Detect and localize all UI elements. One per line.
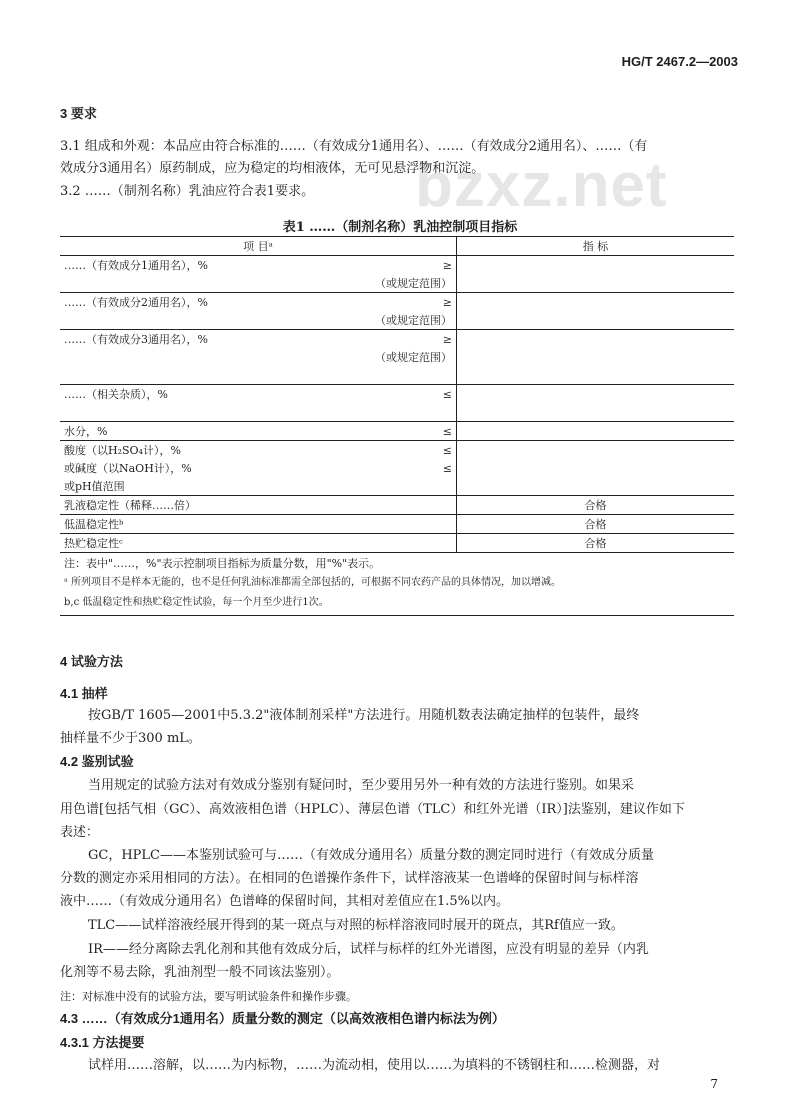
clause-3-1-line2: 效成分3通用名）原药制成，应为稳定的均相液体，无可见悬浮物和沉淀。	[60, 161, 485, 176]
row-operator: ≤	[442, 443, 452, 457]
clause-4-2-title: 4.2 鉴别试验	[60, 754, 134, 769]
table-row	[60, 515, 734, 534]
clause-4-2-gc-line2: 分数的测定亦采用相同的方法）。在相同的色谱操作条件下，试样溶液某一色谱峰的保留时间与标样溶	[60, 871, 639, 886]
clause-4-2-tlc: TLC——试样溶液经展开得到的某一斑点与对照的标样溶液同时展开的斑点，其Rf值应一致。	[88, 918, 624, 933]
table-row	[60, 348, 734, 366]
table-row	[60, 366, 734, 385]
row-item	[60, 366, 328, 385]
row-value	[457, 366, 735, 385]
row-value	[457, 293, 735, 312]
row-value	[457, 403, 735, 422]
table-note-bc: b,c 低温稳定性和热贮稳定性试验，每一个月至少进行1次。	[64, 597, 329, 608]
row-item: ……（相关杂质），%	[64, 388, 168, 401]
row-value	[457, 385, 735, 404]
row-operator: （或规定范围）	[328, 274, 457, 293]
row-value	[457, 441, 735, 460]
table-note-a: ᵃ 所列项目不是样本无能的，也不是任何乳油标准都需全部包括的，可根据不同农药产品的具体情况，加以增减。	[64, 577, 562, 588]
clause-4-3-1-title: 4.3.1 方法提要	[60, 1035, 145, 1050]
table-header-row	[60, 237, 734, 256]
row-operator: ≥	[442, 332, 452, 346]
row-operator: ≤	[328, 422, 457, 441]
table-row	[60, 311, 734, 330]
table-row	[60, 256, 734, 275]
clause-4-1-title: 4.1 抽样	[60, 686, 108, 701]
row-operator: （或规定范围）	[328, 311, 457, 330]
row-operator	[328, 515, 457, 534]
table-row	[60, 422, 734, 441]
row-value	[457, 311, 735, 330]
table-row	[60, 477, 734, 496]
table-row	[60, 534, 734, 553]
row-item: ……（有效成分1通用名），%	[64, 259, 208, 272]
table-row	[60, 274, 734, 293]
clause-4-2-ir-line2: 化剂等不易去除，乳油剂型一般不同该法鉴别）。	[60, 965, 340, 980]
table-note-row	[60, 553, 734, 616]
row-operator	[328, 496, 457, 515]
header-index: 指 标	[457, 237, 735, 256]
clause-4-2-p1-line2: 用色谱[包括气相（GC）、高效液相色谱（HPLC）、薄层色谱（TLC）和红外光谱（IR）]法鉴别，建议作如下	[60, 802, 685, 817]
spec-table	[60, 236, 734, 616]
page-number: 7	[710, 1077, 718, 1091]
table-row	[60, 330, 734, 349]
clause-4-3-title: 4.3 ……（有效成分1通用名）质量分数的测定（以高效液相色谱内标法为例）	[60, 1011, 505, 1026]
clause-4-2-note: 注：对标准中没有的试验方法，要写明试验条件和操作步骤。	[60, 990, 357, 1003]
section-4-title: 4 试验方法	[60, 654, 123, 669]
row-item	[60, 403, 328, 422]
row-operator	[328, 366, 457, 385]
table-row	[60, 496, 734, 515]
row-item: 或碱度（以NaOH计），%	[64, 462, 192, 475]
row-operator: ≤	[442, 461, 452, 475]
row-value	[457, 274, 735, 293]
table-note-1: 注：表中"……，%"表示控制项目指标为质量分数，用"%"表示。	[64, 557, 381, 570]
row-operator: （或规定范围）	[375, 351, 452, 364]
clause-3-1-line1: 3.1 组成和外观：本品应由符合标准的……（有效成分1通用名）、……（有效成分2通用名）、……（有	[60, 139, 648, 154]
row-item: 热贮稳定性ᶜ	[60, 534, 328, 553]
row-item: 水分，%	[60, 422, 328, 441]
watermark: bzxz.net	[415, 151, 668, 220]
row-item: ……（有效成分2通用名），%	[64, 296, 208, 309]
row-item	[60, 274, 328, 293]
row-value	[457, 459, 735, 477]
table-row	[60, 459, 734, 477]
row-operator: ≥	[442, 258, 452, 272]
table-row	[60, 293, 734, 312]
clause-4-2-gc-line3: 液中……（有效成分通用名）色谱峰的保留时间，其相对差值应在1.5%以内。	[60, 894, 510, 909]
table-caption: 表1 ……（制剂名称）乳油控制项目指标	[282, 220, 518, 235]
row-operator	[328, 477, 457, 496]
clause-4-2-p1-line3: 表述：	[60, 825, 100, 840]
table-row	[60, 441, 734, 460]
section-3-title: 3 要求	[60, 106, 97, 121]
header-item: 项 目ᵃ	[60, 237, 457, 256]
clause-3-2: 3.2 ……（制剂名称）乳油应符合表1要求。	[60, 184, 315, 199]
row-item: 或pH值范围	[60, 477, 328, 496]
clause-4-2-p1-line1: 当用规定的试验方法对有效成分鉴别有疑问时，至少要用另外一种有效的方法进行鉴别。如果采	[88, 778, 635, 793]
clause-4-2-ir-line1: IR——经分离除去乳化剂和其他有效成分后，试样与标样的红外光谱图，应没有明显的差异（内乳	[88, 942, 649, 957]
clause-4-2-gc-line1: GC，HPLC——本鉴别试验可与……（有效成分通用名）质量分数的测定同时进行（有效成分质量	[88, 848, 654, 863]
clause-4-1-line2: 抽样量不少于300 mL。	[60, 731, 201, 746]
standard-code: HG/T 2467.2—2003	[621, 54, 738, 69]
row-item: ……（有效成分3通用名），%	[64, 333, 208, 346]
clause-4-3-1-line1: 试样用……溶解，以……为内标物，……为流动相，使用以……为填料的不锈钢柱和……检测器，对	[88, 1058, 661, 1073]
row-value	[457, 422, 735, 441]
row-value	[457, 348, 735, 366]
clause-4-1-line1: 按GB/T 1605—2001中5.3.2"液体制剂采样"方法进行。用随机数表法确定抽样的包装件，最终	[88, 708, 640, 723]
row-operator	[328, 403, 457, 422]
row-item: 乳液稳定性（稀释……倍）	[60, 496, 328, 515]
table-row	[60, 385, 734, 404]
row-item: 低温稳定性ᵇ	[60, 515, 328, 534]
row-value: 合格	[457, 515, 735, 534]
table-row	[60, 403, 734, 422]
row-operator: ≤	[442, 387, 452, 401]
row-value	[457, 256, 735, 275]
row-value	[457, 330, 735, 349]
row-operator	[328, 534, 457, 553]
row-value	[457, 477, 735, 496]
row-item	[60, 348, 328, 366]
row-item	[60, 311, 328, 330]
row-item: 酸度（以H₂SO₄计），%	[64, 444, 181, 457]
row-value: 合格	[457, 496, 735, 515]
row-value: 合格	[457, 534, 735, 553]
row-operator: ≥	[442, 295, 452, 309]
